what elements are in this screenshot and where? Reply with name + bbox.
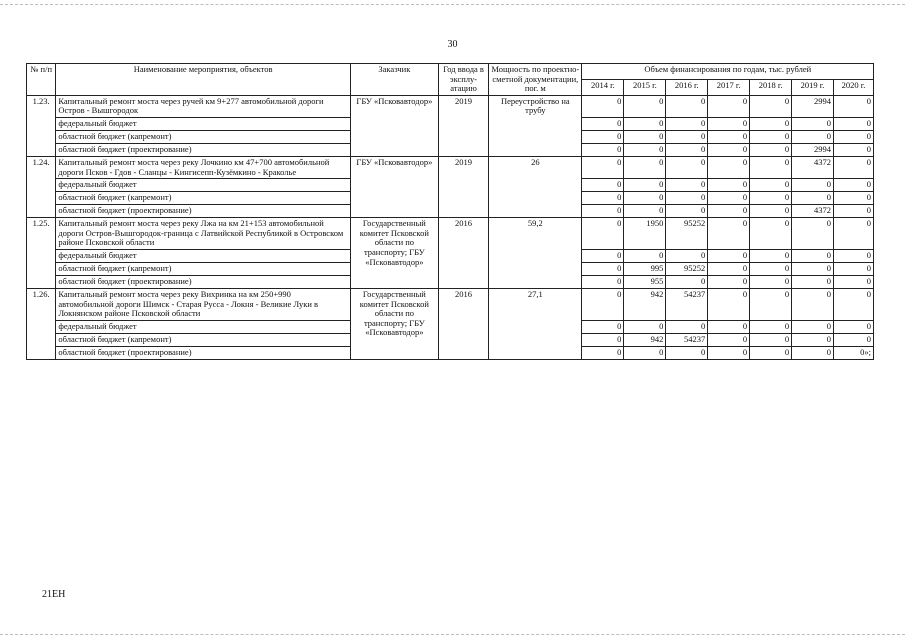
amount-cell: 0 <box>582 95 624 117</box>
amount-cell: 0 <box>582 117 624 130</box>
header-year-col: 2017 г. <box>708 79 750 95</box>
amount-cell: 0 <box>834 179 874 192</box>
amount-cell: 0 <box>792 320 834 333</box>
header-year-col: 2019 г. <box>792 79 834 95</box>
amount-cell: 0 <box>834 192 874 205</box>
amount-cell: 0 <box>708 130 750 143</box>
amount-cell: 0 <box>750 205 792 218</box>
capacity: Переустройство на трубу <box>489 95 582 156</box>
amount-cell: 942 <box>624 333 666 346</box>
amount-cell: 0 <box>708 320 750 333</box>
header-customer: Заказчик <box>350 64 438 96</box>
amount-cell: 0 <box>582 130 624 143</box>
header-capacity: Мощность по проектно-сметной документации, пог. м <box>489 64 582 96</box>
amount-cell: 0 <box>750 320 792 333</box>
row-number: 1.26. <box>27 288 56 359</box>
page-number: 30 <box>447 39 458 50</box>
object-name: Капитальный ремонт моста через реку Лжа на км 21+153 автомобильной дороги Остров-Вышгородок-граница с Латвийской Республикой в Островском районе Псковской области <box>56 218 351 250</box>
amount-cell: 0 <box>750 346 792 359</box>
amount-cell: 0 <box>792 288 834 320</box>
amount-cell: 0 <box>666 95 708 117</box>
amount-cell: 0 <box>624 249 666 262</box>
header-year-col: 2015 г. <box>624 79 666 95</box>
amount-cell: 0 <box>750 95 792 117</box>
amount-cell: 0 <box>582 346 624 359</box>
amount-cell: 0 <box>624 130 666 143</box>
customer: Государственный комитет Псковской области по транспорту; ГБУ «Псковавтодор» <box>350 288 438 359</box>
commission-year: 2016 <box>438 288 488 359</box>
header-name: Наименование мероприятия, объектов <box>56 64 351 96</box>
amount-cell: 0 <box>666 205 708 218</box>
amount-cell: 0 <box>834 288 874 320</box>
amount-cell: 0 <box>624 346 666 359</box>
amount-cell: 0 <box>708 179 750 192</box>
object-name: Капитальный ремонт моста через ручей км 9+277 автомобильной дороги Остров - Вышгородок <box>56 95 351 117</box>
amount-cell: 0 <box>750 156 792 178</box>
table-row <box>27 156 874 178</box>
amount-cell: 95252 <box>666 218 708 250</box>
amount-cell: 0 <box>750 179 792 192</box>
header-financing: Объем финансирования по годам, тыс. рублей <box>582 64 874 80</box>
amount-cell: 0 <box>624 117 666 130</box>
table-row <box>27 288 874 320</box>
amount-cell: 0 <box>582 218 624 250</box>
amount-cell: 0 <box>834 320 874 333</box>
scan-bottom-edge <box>0 634 905 635</box>
amount-cell: 0 <box>834 218 874 250</box>
amount-cell: 0 <box>582 333 624 346</box>
commission-year: 2019 <box>438 156 488 217</box>
amount-cell: 0 <box>792 218 834 250</box>
budget-label: областной бюджет (капремонт) <box>56 130 351 143</box>
budget-label: федеральный бюджет <box>56 179 351 192</box>
amount-cell: 0 <box>708 156 750 178</box>
amount-cell: 1950 <box>624 218 666 250</box>
commission-year: 2019 <box>438 95 488 156</box>
header-year-col: 2018 г. <box>750 79 792 95</box>
table-body <box>27 95 874 359</box>
amount-cell: 0 <box>750 262 792 275</box>
amount-cell: 95252 <box>666 262 708 275</box>
budget-label: областной бюджет (проектирование) <box>56 205 351 218</box>
table-row <box>27 218 874 250</box>
amount-cell: 0 <box>666 156 708 178</box>
budget-label: областной бюджет (капремонт) <box>56 192 351 205</box>
amount-cell: 0 <box>834 117 874 130</box>
row-number: 1.24. <box>27 156 56 217</box>
table-row <box>27 95 874 117</box>
amount-cell: 0 <box>582 320 624 333</box>
amount-cell: 0 <box>834 333 874 346</box>
amount-cell: 0 <box>708 346 750 359</box>
amount-cell: 0 <box>582 262 624 275</box>
amount-cell: 0 <box>834 130 874 143</box>
amount-cell: 0 <box>708 218 750 250</box>
amount-cell: 0 <box>792 249 834 262</box>
amount-cell: 0 <box>666 143 708 156</box>
amount-cell: 0 <box>750 130 792 143</box>
amount-cell: 0 <box>708 249 750 262</box>
row-number: 1.25. <box>27 218 56 289</box>
budget-label: областной бюджет (капремонт) <box>56 262 351 275</box>
amount-cell: 0 <box>582 156 624 178</box>
amount-cell: 0 <box>708 117 750 130</box>
header-num: № п/п <box>27 64 56 96</box>
capacity: 59,2 <box>489 218 582 289</box>
budget-label: федеральный бюджет <box>56 320 351 333</box>
amount-cell: 0 <box>834 205 874 218</box>
amount-cell: 0 <box>834 275 874 288</box>
amount-cell: 0 <box>834 95 874 117</box>
budget-label: федеральный бюджет <box>56 117 351 130</box>
amount-cell: 955 <box>624 275 666 288</box>
amount-cell: 0 <box>624 192 666 205</box>
amount-cell: 0 <box>666 275 708 288</box>
budget-label: областной бюджет (проектирование) <box>56 346 351 359</box>
header-year-col: 2014 г. <box>582 79 624 95</box>
amount-cell: 0 <box>792 333 834 346</box>
amount-cell: 0 <box>792 130 834 143</box>
amount-cell: 54237 <box>666 288 708 320</box>
amount-cell: 0 <box>792 275 834 288</box>
footer-code: 21ЕН <box>42 589 66 600</box>
amount-cell: 0 <box>666 249 708 262</box>
amount-cell: 0 <box>834 249 874 262</box>
amount-cell: 0 <box>750 249 792 262</box>
amount-cell: 0 <box>834 156 874 178</box>
amount-cell: 0 <box>582 179 624 192</box>
amount-cell: 0 <box>750 117 792 130</box>
amount-cell: 2994 <box>792 143 834 156</box>
amount-cell: 0 <box>792 346 834 359</box>
amount-cell: 0 <box>582 205 624 218</box>
budget-label: федеральный бюджет <box>56 249 351 262</box>
amount-cell: 0 <box>666 192 708 205</box>
amount-cell: 0 <box>582 143 624 156</box>
amount-cell: 0 <box>750 143 792 156</box>
amount-cell: 0 <box>708 333 750 346</box>
amount-cell: 0 <box>582 288 624 320</box>
customer: ГБУ «Псковавтодор» <box>350 95 438 156</box>
customer: ГБУ «Псковавтодор» <box>350 156 438 217</box>
amount-cell: 0 <box>792 262 834 275</box>
amount-cell: 0 <box>624 179 666 192</box>
budget-label: областной бюджет (проектирование) <box>56 275 351 288</box>
amount-cell: 0 <box>834 143 874 156</box>
scan-top-edge <box>0 4 905 5</box>
header-year: Год ввода в эксплу-атацию <box>438 64 488 96</box>
amount-cell: 0 <box>708 275 750 288</box>
financing-table <box>26 63 874 360</box>
amount-cell: 0 <box>708 262 750 275</box>
budget-label: областной бюджет (проектирование) <box>56 143 351 156</box>
amount-cell: 995 <box>624 262 666 275</box>
amount-cell: 0 <box>624 95 666 117</box>
object-name: Капитальный ремонт моста через реку Вихринка на км 250+990 автомобильной дороги Шимск - Старая Русса - Локня - Великие Луки в Локнянском районе Псковской области <box>56 288 351 320</box>
amount-cell: 0 <box>750 218 792 250</box>
amount-cell: 942 <box>624 288 666 320</box>
commission-year: 2016 <box>438 218 488 289</box>
amount-cell: 0 <box>666 117 708 130</box>
amount-cell: 0 <box>792 192 834 205</box>
amount-cell: 0 <box>750 275 792 288</box>
amount-cell: 4372 <box>792 156 834 178</box>
amount-cell: 0 <box>582 275 624 288</box>
amount-cell: 0»; <box>834 346 874 359</box>
amount-cell: 0 <box>666 346 708 359</box>
amount-cell: 0 <box>750 288 792 320</box>
amount-cell: 4372 <box>792 205 834 218</box>
amount-cell: 54237 <box>666 333 708 346</box>
object-name: Капитальный ремонт моста через реку Лочкино км 47+700 автомобильной дороги Псков - Гдов - Сланцы - Кингисепп-Кузёмкино - Краколье <box>56 156 351 178</box>
amount-cell: 0 <box>708 192 750 205</box>
amount-cell: 0 <box>624 156 666 178</box>
header-row <box>27 64 874 80</box>
amount-cell: 0 <box>708 95 750 117</box>
amount-cell: 0 <box>750 333 792 346</box>
amount-cell: 0 <box>624 205 666 218</box>
header-year-col: 2016 г. <box>666 79 708 95</box>
budget-label: областной бюджет (капремонт) <box>56 333 351 346</box>
amount-cell: 0 <box>666 130 708 143</box>
amount-cell: 2994 <box>792 95 834 117</box>
amount-cell: 0 <box>834 262 874 275</box>
capacity: 27,1 <box>489 288 582 359</box>
amount-cell: 0 <box>792 117 834 130</box>
capacity: 26 <box>489 156 582 217</box>
amount-cell: 0 <box>708 143 750 156</box>
amount-cell: 0 <box>792 179 834 192</box>
amount-cell: 0 <box>708 288 750 320</box>
amount-cell: 0 <box>624 320 666 333</box>
amount-cell: 0 <box>582 192 624 205</box>
amount-cell: 0 <box>708 205 750 218</box>
amount-cell: 0 <box>750 192 792 205</box>
amount-cell: 0 <box>666 179 708 192</box>
header-year-col: 2020 г. <box>834 79 874 95</box>
customer: Государственный комитет Псковской области по транспорту; ГБУ «Псковавтодор» <box>350 218 438 289</box>
row-number: 1.23. <box>27 95 56 156</box>
amount-cell: 0 <box>582 249 624 262</box>
amount-cell: 0 <box>666 320 708 333</box>
amount-cell: 0 <box>624 143 666 156</box>
